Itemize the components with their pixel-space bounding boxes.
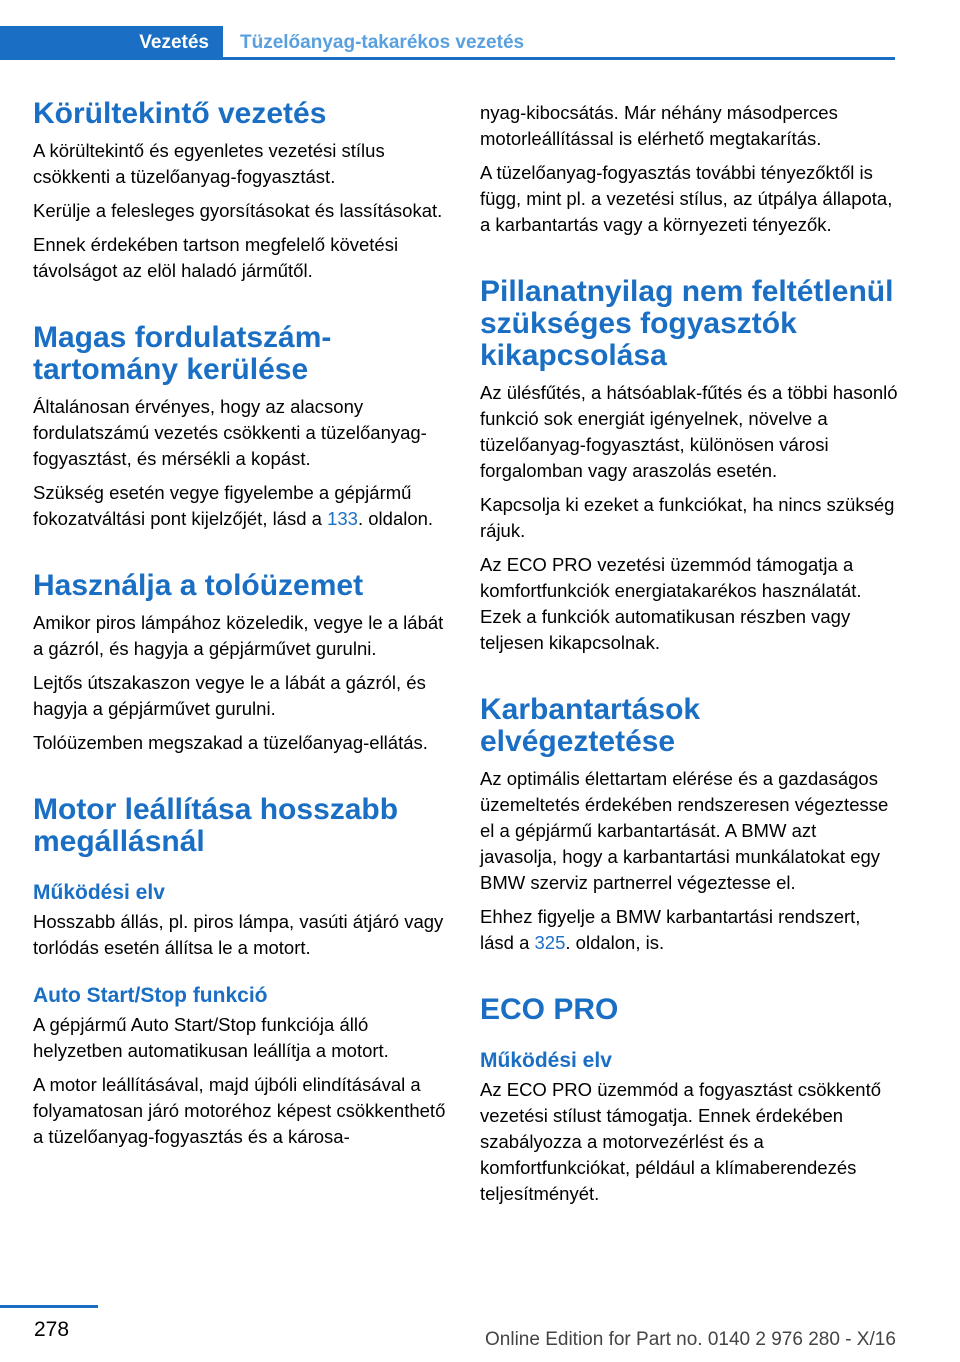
paragraph: A tüzelőanyag-fogyasztás további tényezőktől is függ, mint pl. a vezetési stílus, az útpálya állapota, a karbantartás vagy a környezeti tényezők. [480,162,893,235]
page-number-rule [0,1305,98,1308]
paragraph: Az ECO PRO vezetési üzemmód támogatja a komfortfunkciók energiatakarékos használatát. Ezek a funkciók automatikusan részben vagy teljesen kikapcsolnak. [480,554,862,653]
right-column [480,100,898,1215]
paragraph: nyag-kibocsátás. Már néhány másodperces motorleállítással is elérhető megtakarítás. [480,102,838,149]
paragraph-with-link: Szükség esetén vegye figyelembe a gépjármű fokozatváltási pont kijelzőjét, lásd a 133. oldalon. [33,482,434,529]
subheading-principle: Működési elv [480,1049,612,1072]
paragraph: A gépjármű Auto Start/Stop funkciója álló helyzetben automatikusan leállítja a motort. [33,1014,389,1061]
edition-footer: Online Edition for Part no. 0140 2 976 280 - X/16 [485,1329,896,1350]
paragraph: Amikor piros lámpához közeledik, vegye le a lábát a gázról, és hagyja a gépjárművet gurulni. [33,612,444,659]
paragraph: A körültekintő és egyenletes vezetési stílus csökkenti a tüzelőanyag-fogyasztást. [33,140,385,187]
heading-eco-pro: ECO PRO [480,993,619,1026]
paragraph: Ennek érdekében tartson megfelelő követési távolságot az elöl haladó járműtől. [33,234,399,281]
heading-consumers: Pillanatnyilag nem feltétlenül szükséges fogyasztók kikapcsolása [480,275,894,372]
paragraph: Az optimális élettartam elérése és a gazdaságos üzemeltetés érdekében rendszeresen végeztesse el a gépjármű karbantartását. A BMW azt javasolja, hogy a karbantartási munkálatokat egy BMW szerviz partnerrel végeztesse el. [480,768,889,893]
left-column [33,98,451,1158]
page-link-325[interactable]: 325 [534,932,566,953]
subheading-principle: Működési elv [33,881,165,904]
paragraph: Hosszabb állás, pl. piros lámpa, vasúti átjáró vagy torlódás esetén állítsa le a motort. [33,911,444,958]
heading-maintenance: Karbantartások elvégeztetése [480,693,701,758]
paragraph: Általánosan érvényes, hogy az alacsony fordulatszámú vezetés csökkenti a tüzelőanyag-fogyasztást, és mérsékli a kopást. [33,396,427,469]
paragraph: A motor leállításával, majd újbóli elindításával a folyamatosan járó motoréhoz képest csökkenthető a tüzelőanyag-fogyasztás és a károsa- [33,1074,446,1147]
paragraph-with-link: Ehhez figyelje a BMW karbantartási rendszert, lásd a 325. oldalon, is. [480,906,861,953]
page-link-133[interactable]: 133 [327,508,358,529]
paragraph: Lejtős útszakaszon vegye le a lábát a gázról, és hagyja a gépjárművet gurulni. [33,672,426,719]
subheading-auto-start-stop: Auto Start/Stop funkció [33,984,268,1007]
heading-high-rpm: Magas fordulatszám-tartomány kerülése [33,321,332,386]
header-bar [0,26,895,60]
paragraph: Az ECO PRO üzemmód a fogyasztást csökkentő vezetési stílust támogatja. Ennek érdekében szabályozza a motorvezérlést és a komfortfunkciókat, például a klímaberendezés teljesítményét. [480,1079,881,1204]
paragraph: Tolóüzemben megszakad a tüzelőanyag-ellátás. [33,732,428,753]
paragraph: Kerülje a felesleges gyorsításokat és lassításokat. [33,200,443,221]
breadcrumb[interactable]: Tüzelőanyag-takarékos vezetés [240,32,525,53]
page-number: 278 [34,1318,70,1341]
paragraph: Az ülésfűtés, a hátsóablak-fűtés és a többi hasonló funkció sok energiát igényelnek, növelve a tüzelőanyag-fogyasztást, különösen városi forgalomban vagy araszolás esetén. [480,382,898,481]
heading-careful-driving: Körültekintő vezetés [33,97,327,130]
section-tab[interactable]: Vezetés [0,26,223,60]
paragraph: Kapcsolja ki ezeket a funkciókat, ha nincs szükség rájuk. [480,494,895,541]
heading-engine-stop: Motor leállítása hosszabb megállásnál [33,793,399,858]
heading-coasting: Használja a tolóüzemet [33,569,364,602]
